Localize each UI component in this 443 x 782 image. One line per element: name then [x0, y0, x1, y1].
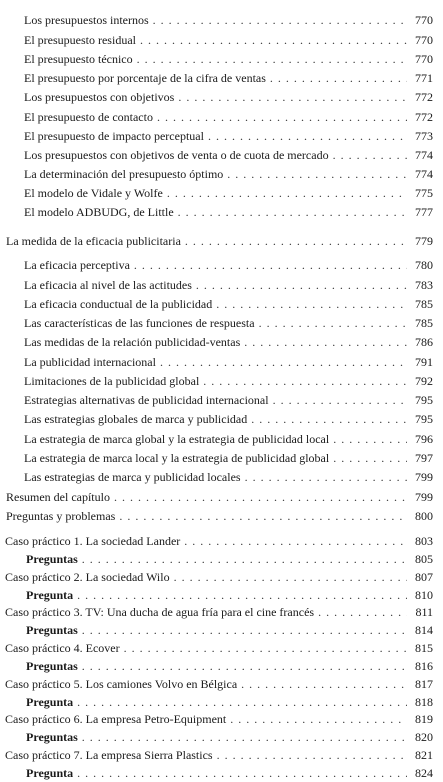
toc-entry-page: 773	[415, 129, 433, 143]
toc-entry-page: 771	[415, 71, 433, 85]
toc-entry	[0, 588, 443, 604]
toc-entry-title: La medida de la eficacia publicitaria	[6, 234, 181, 248]
toc-entry-title: Caso práctico 1. La sociedad Lander	[5, 534, 181, 548]
toc-entry	[0, 274, 443, 294]
toc-entry	[0, 312, 443, 332]
toc-entry-page: 805	[415, 552, 433, 566]
toc-entry-page: 792	[415, 374, 433, 388]
toc-entry-title: Los presupuestos internos	[24, 13, 149, 27]
toc-entry	[0, 163, 443, 183]
toc-entry	[0, 677, 443, 693]
toc-entry	[0, 552, 443, 568]
toc-entry-page: 785	[415, 297, 433, 311]
toc-entry	[0, 144, 443, 164]
toc-entry-title: El presupuesto técnico	[24, 52, 133, 66]
leader-dots	[273, 393, 407, 409]
leader-dots	[241, 677, 407, 693]
toc-entry	[0, 505, 443, 525]
toc-entry-title: La estrategia de marca global y la estrategia de publicidad local	[24, 432, 330, 446]
leader-dots	[203, 374, 407, 390]
leader-dots	[82, 659, 407, 675]
toc-entry-page: 803	[415, 534, 433, 548]
toc-entry	[0, 766, 443, 782]
toc-entry-page: 824	[415, 766, 433, 780]
toc-entry	[0, 201, 443, 221]
leader-dots	[82, 730, 407, 746]
toc-entry-title: Preguntas	[26, 659, 78, 673]
toc-entry-title: El presupuesto por porcentaje de la cifra de ventas	[24, 71, 266, 85]
toc-entry-title: Preguntas	[26, 730, 78, 744]
leader-dots	[251, 412, 407, 428]
toc-entry-page: 791	[415, 355, 433, 369]
leader-dots	[77, 766, 407, 782]
toc-entry-page: 770	[415, 52, 433, 66]
toc-entry-title: Pregunta	[26, 766, 74, 780]
toc-entry	[0, 408, 443, 428]
toc-entry	[0, 125, 443, 145]
leader-dots	[270, 71, 407, 87]
toc-entry-title: Las características de las funciones de respuesta	[24, 316, 255, 330]
toc-entry-page: 779	[415, 234, 433, 248]
toc-entry-page: 796	[415, 432, 433, 446]
toc-entry-page: 795	[415, 393, 433, 407]
toc-entry	[0, 254, 443, 274]
toc-entry	[0, 447, 443, 467]
toc-entry-page: 772	[415, 110, 433, 124]
toc-entry-page: 795	[415, 412, 433, 426]
toc-entry	[0, 389, 443, 409]
toc-entry-title: El modelo ADBUDG, de Little	[24, 205, 174, 219]
leader-dots	[77, 695, 407, 711]
toc-entry-title: La eficacia al nivel de las actitudes	[24, 278, 192, 292]
leader-dots	[184, 534, 407, 550]
leader-dots	[216, 297, 407, 313]
toc-entry-page: 777	[415, 205, 433, 219]
toc-entry-page: 770	[415, 33, 433, 47]
toc-entry	[0, 29, 443, 49]
leader-dots	[124, 641, 407, 657]
toc-entry-page: 774	[415, 167, 433, 181]
toc-entry	[0, 428, 443, 448]
toc-entry-title: Las medidas de la relación publicidad-ventas	[24, 335, 241, 349]
toc-entry-page: 807	[415, 570, 433, 584]
leader-dots	[167, 186, 407, 202]
leader-dots	[244, 335, 407, 351]
toc-entry-title: Caso práctico 6. La empresa Petro-Equipment	[5, 712, 227, 726]
leader-dots	[333, 148, 407, 164]
toc-entry-title: Pregunta	[26, 695, 74, 709]
toc-entry-title: Preguntas	[26, 552, 78, 566]
leader-dots	[157, 110, 407, 126]
toc-entry	[0, 730, 443, 746]
toc-entry-title: Pregunta	[26, 588, 74, 602]
toc-entry-page: 783	[415, 278, 433, 292]
leader-dots	[160, 355, 407, 371]
toc-entry-title: La publicidad internacional	[24, 355, 156, 369]
toc-entry	[0, 293, 443, 313]
toc-entry-title: Preguntas y problemas	[6, 509, 116, 523]
leader-dots	[153, 13, 407, 29]
toc-entry	[0, 695, 443, 711]
leader-dots	[178, 205, 407, 221]
toc-entry-page: 815	[415, 641, 433, 655]
leader-dots	[82, 623, 407, 639]
leader-dots	[259, 316, 407, 332]
toc-entry-title: Caso práctico 5. Los camiones Volvo en Bélgica	[5, 677, 238, 691]
toc-entry	[0, 182, 443, 202]
toc-entry-title: Las estrategias de marca y publicidad locales	[24, 470, 241, 484]
toc-entry-page: 799	[415, 470, 433, 484]
leader-dots	[178, 90, 407, 106]
toc-entry	[0, 570, 443, 586]
toc-entry-title: La eficacia conductual de la publicidad	[24, 297, 213, 311]
toc-entry	[0, 370, 443, 390]
toc-entry-title: El presupuesto residual	[24, 33, 136, 47]
toc-entry	[0, 605, 443, 621]
toc-entry-title: Caso práctico 4. Ecover	[5, 641, 120, 655]
leader-dots	[140, 33, 407, 49]
toc-entry-page: 800	[415, 509, 433, 523]
leader-dots	[318, 605, 407, 621]
toc-entry-title: Resumen del capítulo	[6, 490, 110, 504]
toc-entry-page: 810	[415, 588, 433, 602]
toc-entry	[0, 9, 443, 29]
toc-entry-page: 811	[415, 605, 433, 619]
toc-entry	[0, 623, 443, 639]
toc-entry	[0, 67, 443, 87]
toc-entry-page: 817	[415, 677, 433, 691]
toc-entry-page: 772	[415, 90, 433, 104]
leader-dots	[333, 432, 407, 448]
toc-entry-page: 775	[415, 186, 433, 200]
toc-entry-page: 818	[415, 695, 433, 709]
toc-entry	[0, 106, 443, 126]
toc-entry-page: 774	[415, 148, 433, 162]
toc-entry	[0, 86, 443, 106]
toc-entry-title: Los presupuestos con objetivos de venta o de cuota de mercado	[24, 148, 329, 162]
toc-entry-page: 814	[415, 623, 433, 637]
leader-dots	[114, 490, 407, 506]
leader-dots	[77, 588, 407, 604]
toc-entry-title: La determinación del presupuesto óptimo	[24, 167, 224, 181]
leader-dots	[227, 167, 407, 183]
toc-entry	[0, 534, 443, 550]
toc-entry	[0, 466, 443, 486]
toc-entry-title: Caso práctico 7. La empresa Sierra Plastics	[5, 748, 213, 762]
toc-entry	[0, 712, 443, 728]
toc-entry	[0, 351, 443, 371]
toc-entry-page: 819	[415, 712, 433, 726]
toc-entry-page: 780	[415, 258, 433, 272]
toc-entry-title: El modelo de Vidale y Wolfe	[24, 186, 163, 200]
toc-entry-page: 797	[415, 451, 433, 465]
toc-entry-title: Preguntas	[26, 623, 78, 637]
leader-dots	[245, 470, 407, 486]
leader-dots	[185, 234, 407, 250]
leader-dots	[82, 552, 407, 568]
toc-entry-title: Estrategias alternativas de publicidad internacional	[24, 393, 269, 407]
toc-entry-title: Caso práctico 2. La sociedad Wilo	[5, 570, 170, 584]
toc-entry-title: La eficacia perceptiva	[24, 258, 130, 272]
toc-entry-page: 821	[415, 748, 433, 762]
toc-entry	[0, 230, 443, 250]
toc-entry-page: 785	[415, 316, 433, 330]
toc-entry-page: 816	[415, 659, 433, 673]
toc-entry-title: Las estrategias globales de marca y publicidad	[24, 412, 248, 426]
leader-dots	[134, 258, 407, 274]
toc-entry	[0, 48, 443, 68]
toc-entry-page: 786	[415, 335, 433, 349]
leader-dots	[217, 748, 407, 764]
leader-dots	[230, 712, 407, 728]
toc-entry	[0, 641, 443, 657]
leader-dots	[333, 451, 407, 467]
leader-dots	[208, 129, 407, 145]
leader-dots	[119, 509, 407, 525]
toc-entry-title: El presupuesto de contacto	[24, 110, 153, 124]
toc-entry	[0, 331, 443, 351]
leader-dots	[137, 52, 407, 68]
toc-entry	[0, 748, 443, 764]
toc-entry-page: 799	[415, 490, 433, 504]
toc-entry-title: Limitaciones de la publicidad global	[24, 374, 200, 388]
toc-entry-title: El presupuesto de impacto perceptual	[24, 129, 204, 143]
toc-entry	[0, 486, 443, 506]
toc-entry	[0, 659, 443, 675]
toc-entry-page: 770	[415, 13, 433, 27]
leader-dots	[196, 278, 407, 294]
toc-entry-title: Caso práctico 3. TV: Una ducha de agua fría para el cine francés	[5, 605, 315, 619]
toc-entry-title: La estrategia de marca local y la estrategia de publicidad global	[24, 451, 330, 465]
toc-entry-title: Los presupuestos con objetivos	[24, 90, 175, 104]
leader-dots	[174, 570, 407, 586]
toc-entry-page: 820	[415, 730, 433, 744]
